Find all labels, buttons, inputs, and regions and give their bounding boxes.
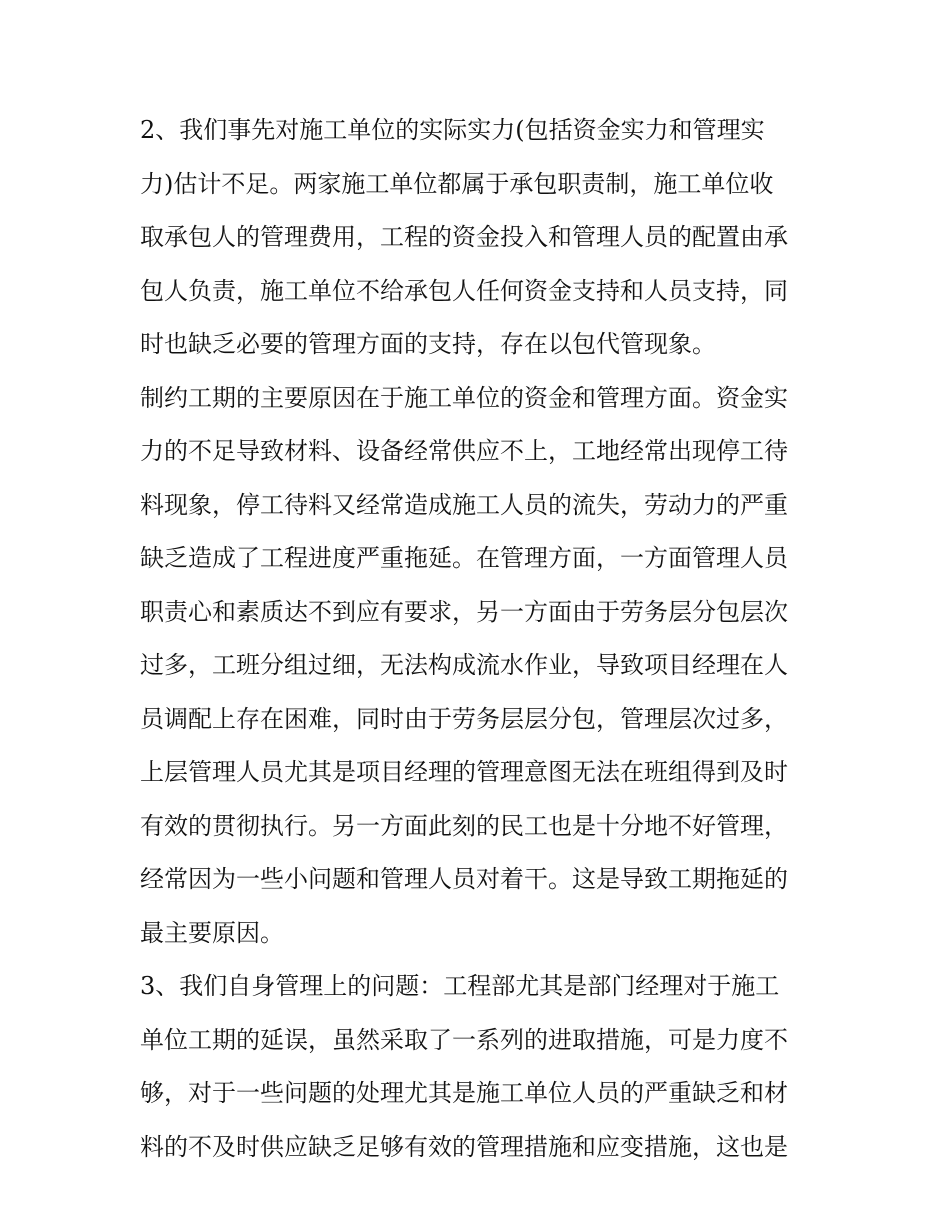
text-line: 最主要原因。 [140,918,284,947]
text-line: 力)估计不足。两家施工单位都属于承包职责制，施工单位收 [140,169,774,198]
text-line: 力的不足导致材料、设备经常供应不上，工地经常出现停工待 [140,437,788,465]
text-line: 够，对于一些问题的处理尤其是施工单位人员的严重缺乏和材 [140,1079,788,1107]
text-line: 取承包人的管理费用，工程的资金投入和管理人员的配置由承 [140,223,788,251]
text-line: 3、我们自身管理上的问题：工程部尤其是部门经理对于施工 [140,972,780,1000]
text-line: 员调配上存在困难，同时由于劳务层层分包，管理层次过多， [140,704,788,733]
document-body [140,110,820,1180]
text-line: 有效的贯彻执行。另一方面此刻的民工也是十分地不好管理， [140,811,788,840]
text-line: 上层管理人员尤其是项目经理的管理意图无法在班组得到及时 [140,758,788,786]
text-line: 制约工期的主要原因在于施工单位的资金和管理方面。资金实 [140,383,788,412]
text-line: 包人负责，施工单位不给承包人任何资金支持和人员支持，同 [140,276,788,305]
text-line: 料现象，停工待料又经常造成施工人员的流失，劳动力的严重 [140,490,788,519]
text-line: 时也缺乏必要的管理方面的支持，存在以包代管现象。 [140,330,716,358]
text-line: 料的不及时供应缺乏足够有效的管理措施和应变措施，这也是 [140,1132,788,1161]
text-line: 缺乏造成了工程进度严重拖延。在管理方面，一方面管理人员 [140,544,788,572]
text-line: 单位工期的延误，虽然采取了一系列的进取措施，可是力度不 [140,1025,788,1054]
text-line: 经常因为一些小问题和管理人员对着干。这是导致工期拖延的 [140,865,788,893]
text-line: 2、我们事先对施工单位的实际实力(包括资金实力和管理实 [140,116,765,144]
text-line: 过多，工班分组过细，无法构成流水作业，导致项目经理在人 [140,651,788,679]
text-line: 职责心和素质达不到应有要求，另一方面由于劳务层分包层次 [140,597,788,626]
